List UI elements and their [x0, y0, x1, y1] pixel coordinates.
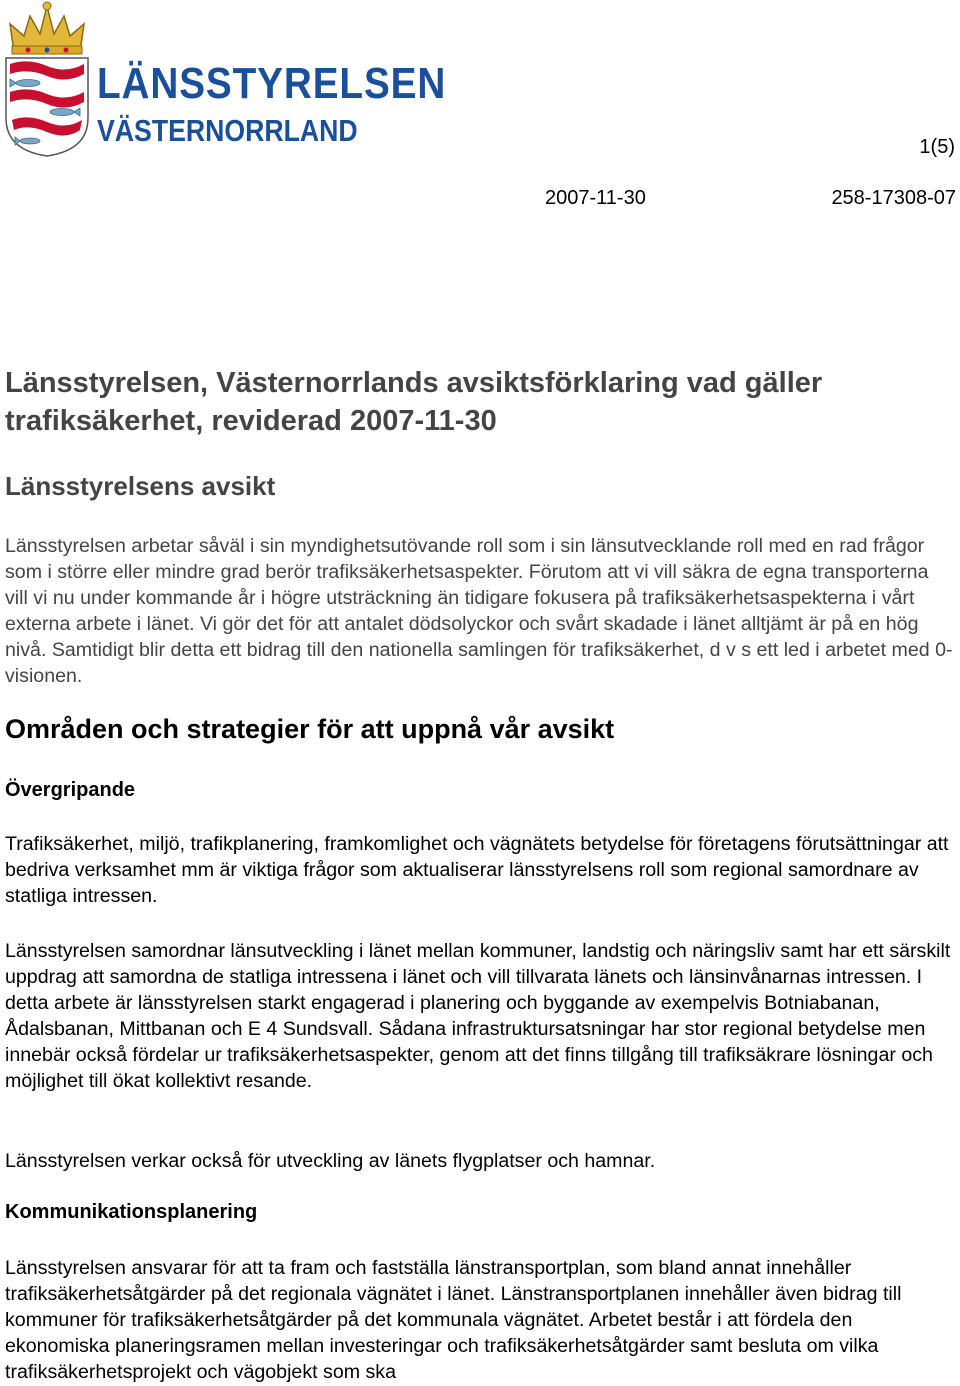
lansstyrelsen-logo: [0, 0, 447, 160]
document-date: 2007-11-30: [545, 187, 646, 209]
section-heading-avsikt: Länsstyrelsens avsikt: [5, 471, 276, 501]
section-heading-omraden: Områden och strategier för att uppnå vår avsikt: [5, 714, 615, 744]
paragraph-overgripande-1: Trafiksäkerhet, miljö, trafikplanering, framkomlighet och vägnätets betydelse för företagens förutsättningar att bedriva verksamhet mm är viktiga frågor som aktualiserar länsstyrelsens roll som regional samordnare av statliga intressen.: [5, 833, 949, 907]
subheading-kommunikationsplanering: Kommunikationsplanering: [5, 1201, 258, 1223]
paragraph-overgripande-3: Länsstyrelsen verkar också för utveckling av länets flygplatser och hamnar.: [5, 1150, 656, 1172]
subheading-overgripande: Övergripande: [5, 779, 136, 801]
paragraph-overgripande-2: Länsstyrelsen samordnar länsutveckling i länet mellan kommuner, landstig och näringsliv samt har ett särskilt uppdrag att samordna de statliga intressena i länet och vill tillvarata länets och länsinvånarnas intressen. I detta arbete är länsstyrelsen starkt engagerad i planering och byggande av exempelvis Botniabanan, Ådalsbanan, Mittbanan och E 4 Sundsvall. Sådana infrastruktursatsningar har stor regional betydelse men innebär också fördelar ur trafiksäkerhetsaspekter, genom att det finns tillgång till trafiksäkrare lösningar och möjlighet till ökat kollektivt resande.: [5, 940, 951, 1092]
document-title: Länsstyrelsen, Västernorrlands avsiktsförklaring vad gäller trafiksäkerhet, reviderad 2007-11-30: [5, 367, 823, 437]
document-reference: 258-17308-07: [831, 187, 956, 209]
section-paragraph-avsikt: Länsstyrelsen arbetar såväl i sin myndighetsutövande roll som i sin länsutvecklande roll med en rad frågor som i större eller mindre grad berör trafiksäkerhetsaspekter. Förutom att vi vill säkra de egna transporterna vill vi nu under kommande år i högre utsträckning än tidigare fokusera på trafiksäkerhetsaspekterna i vårt externa arbete i länet. Vi gör det för att antalet dödsolyckor och svårt skadade i länet alltjämt är på en hög nivå. Samtidigt blir detta ett bidrag till den nationella samlingen för trafiksäkerhet, d v s ett led i arbetet med 0-visionen.: [5, 535, 953, 687]
logo-wordmark: LÄNSSTYRELSEN: [97, 59, 447, 108]
paragraph-kommunikationsplanering: Länsstyrelsen ansvarar för att ta fram och fastställa länstransportplan, som bland annat innehåller trafiksäkerhetsåtgärder på det regionala vägnätet i länet. Länstransportplanen innehåller även bidrag till kommuner för trafiksäkerhetsåtgärder på det kommunala vägnätet. Arbetet består i att fördela den ekonomiska planeringsramen mellan investeringar och trafiksäkerhetsåtgärder samt besluta om vilka trafiksäkerhetsprojekt och vägobjekt som ska: [5, 1257, 902, 1383]
logo-county: VÄSTERNORRLAND: [97, 113, 358, 148]
coat-of-arms-icon: [0, 0, 95, 160]
page-number: 1(5): [919, 136, 955, 158]
